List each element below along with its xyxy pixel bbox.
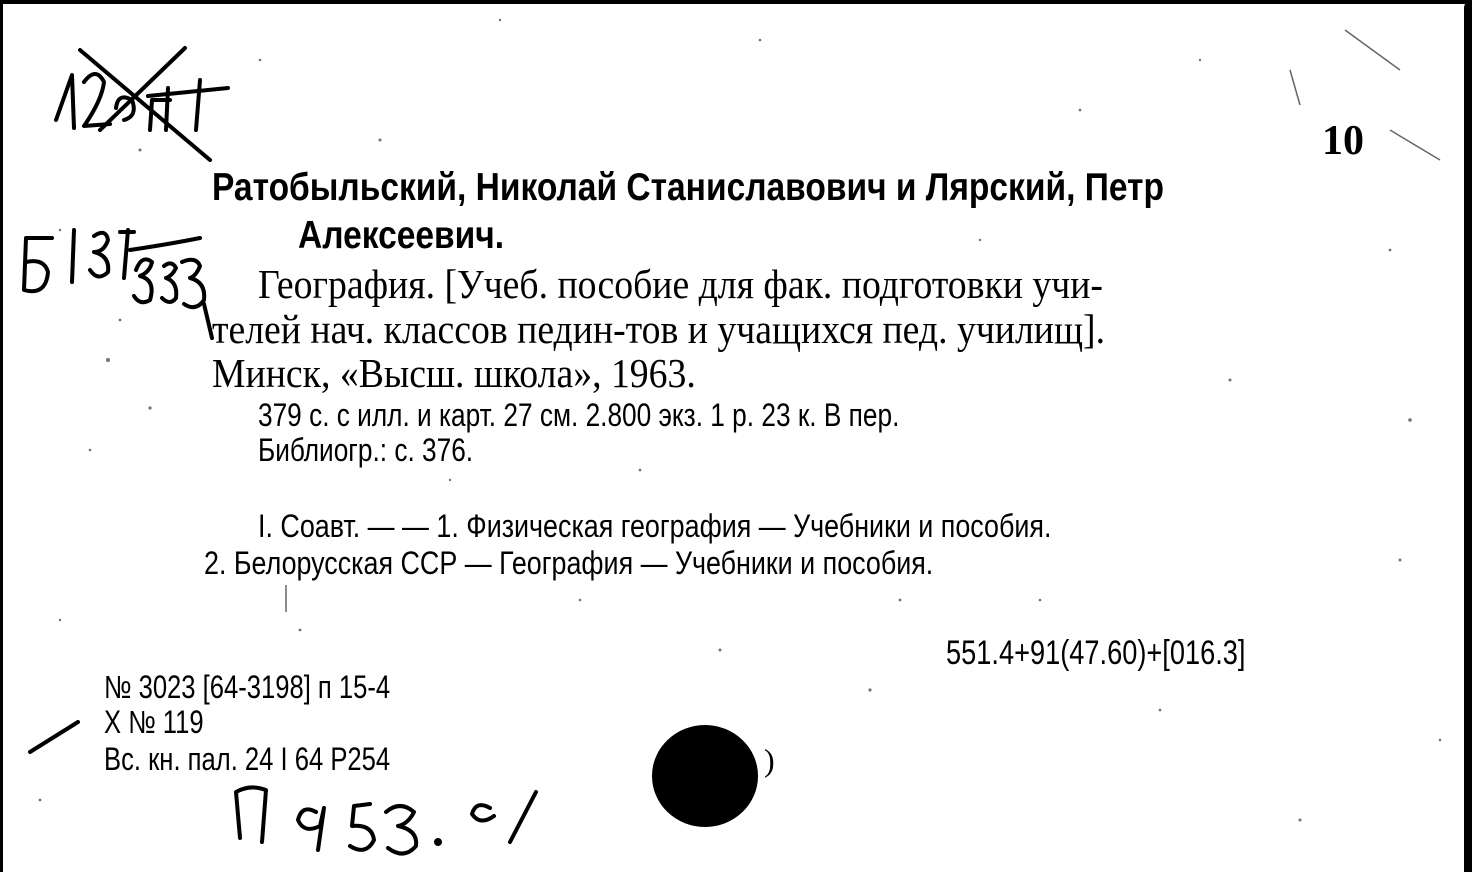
handwritten-bottom-note	[30, 722, 536, 854]
handwritten-top-left-note	[56, 48, 228, 160]
book-chamber-line: Вс. кн. пал. 24 I 64 Р254	[104, 741, 391, 777]
card-number: 10	[1322, 118, 1364, 164]
hole-mark: )	[764, 742, 775, 778]
subject-tracing: I. Соавт. — — 1. Физическая география — Учебники и пособия.	[258, 508, 1052, 544]
author-heading-continued: Алексеевич.	[298, 214, 505, 257]
print-series-number: X № 119	[104, 704, 204, 740]
title-line: География. [Учеб. пособие для фак. подготовки учи-	[258, 261, 1104, 307]
punch-hole	[652, 725, 758, 827]
bibliography-note: Библиогр.: с. 376.	[258, 432, 474, 468]
subject-tracing: 2. Белорусская ССР — География — Учебники и пособия.	[204, 545, 934, 581]
handwritten-shelf-mark	[24, 230, 212, 338]
udc-classification: 551.4+91(47.60)+[016.3]	[946, 634, 1246, 672]
title-line: телей нач. классов педин-тов и учащихся пед. училищ].	[212, 306, 1106, 352]
print-order-number: № 3023 [64-3198] п 15-4	[104, 669, 391, 705]
author-heading: Ратобыльский, Николай Станиславович и Лярский, Петр	[212, 166, 1164, 209]
collation-line: 379 с. с илл. и карт. 27 см. 2.800 экз. 1 р. 23 к. В пер.	[258, 397, 900, 433]
imprint-line: Минск, «Высш. школа», 1963.	[212, 350, 696, 396]
